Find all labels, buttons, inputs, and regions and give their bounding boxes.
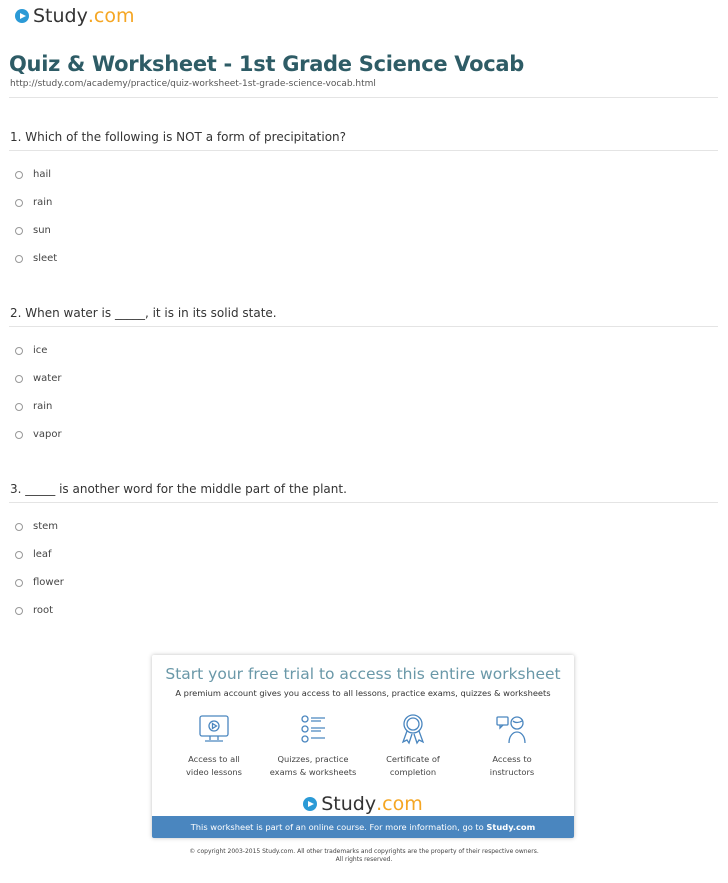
- divider: [9, 150, 718, 151]
- radio-button[interactable]: [15, 227, 23, 235]
- feature-video: Access to all video lessons: [164, 713, 264, 779]
- answer-option[interactable]: flower: [15, 577, 64, 588]
- radio-button[interactable]: [15, 375, 23, 383]
- answer-option[interactable]: ice: [15, 345, 47, 356]
- answer-option[interactable]: rain: [15, 197, 52, 208]
- radio-button[interactable]: [15, 347, 23, 355]
- divider: [9, 97, 718, 98]
- promo-subheading: A premium account gives you access to all lessons, practice exams, quizzes & worksheets: [175, 688, 551, 698]
- answer-option[interactable]: vapor: [15, 429, 62, 440]
- question-text: 3. _____ is another word for the middle part of the plant.: [10, 482, 347, 496]
- course-info-bar: This worksheet is part of an online course. For more information, go to Study.com: [152, 816, 574, 838]
- radio-button[interactable]: [15, 551, 23, 559]
- video-lesson-icon: [198, 713, 230, 745]
- radio-button[interactable]: [15, 579, 23, 587]
- feature-quizzes: Quizzes, practice exams & worksheets: [263, 713, 363, 779]
- page-url: http://study.com/academy/practice/quiz-worksheet-1st-grade-science-vocab.html: [10, 79, 376, 89]
- answer-option[interactable]: hail: [15, 169, 51, 180]
- answer-option[interactable]: leaf: [15, 549, 52, 560]
- radio-button[interactable]: [15, 171, 23, 179]
- answer-option[interactable]: sleet: [15, 253, 57, 264]
- answer-option[interactable]: sun: [15, 225, 51, 236]
- study-link[interactable]: Study.com: [486, 822, 536, 832]
- radio-button[interactable]: [15, 255, 23, 263]
- radio-button[interactable]: [15, 199, 23, 207]
- copyright: © copyright 2003-2015 Study.com. All other trademarks and copyrights are the property of their respective owners. All rights reserved.: [189, 848, 539, 863]
- divider: [9, 326, 718, 327]
- play-logo-icon: [15, 9, 29, 23]
- divider: [9, 502, 718, 503]
- certificate-icon: [397, 713, 429, 745]
- question-text: 2. When water is _____, it is in its solid state.: [10, 306, 277, 320]
- answer-option[interactable]: root: [15, 605, 53, 616]
- radio-button[interactable]: [15, 431, 23, 439]
- feature-certificate: Certificate of completion: [363, 713, 463, 779]
- radio-button[interactable]: [15, 607, 23, 615]
- answer-option[interactable]: water: [15, 373, 62, 384]
- question-text: 1. Which of the following is NOT a form of precipitation?: [10, 130, 347, 144]
- answer-option[interactable]: stem: [15, 521, 58, 532]
- page-title: Quiz & Worksheet - 1st Grade Science Vocab: [9, 52, 524, 76]
- promo-heading: Start your free trial to access this entire worksheet: [165, 665, 561, 683]
- quiz-list-icon: [297, 713, 329, 745]
- study-logo[interactable]: Study .com: [15, 5, 134, 27]
- feature-instructors: Access to instructors: [462, 713, 562, 779]
- answer-option[interactable]: rain: [15, 401, 52, 412]
- radio-button[interactable]: [15, 523, 23, 531]
- radio-button[interactable]: [15, 403, 23, 411]
- promo-box: [152, 655, 574, 838]
- instructor-icon: [496, 713, 528, 745]
- play-logo-icon: [303, 797, 317, 811]
- promo-study-logo: Study .com: [152, 793, 574, 815]
